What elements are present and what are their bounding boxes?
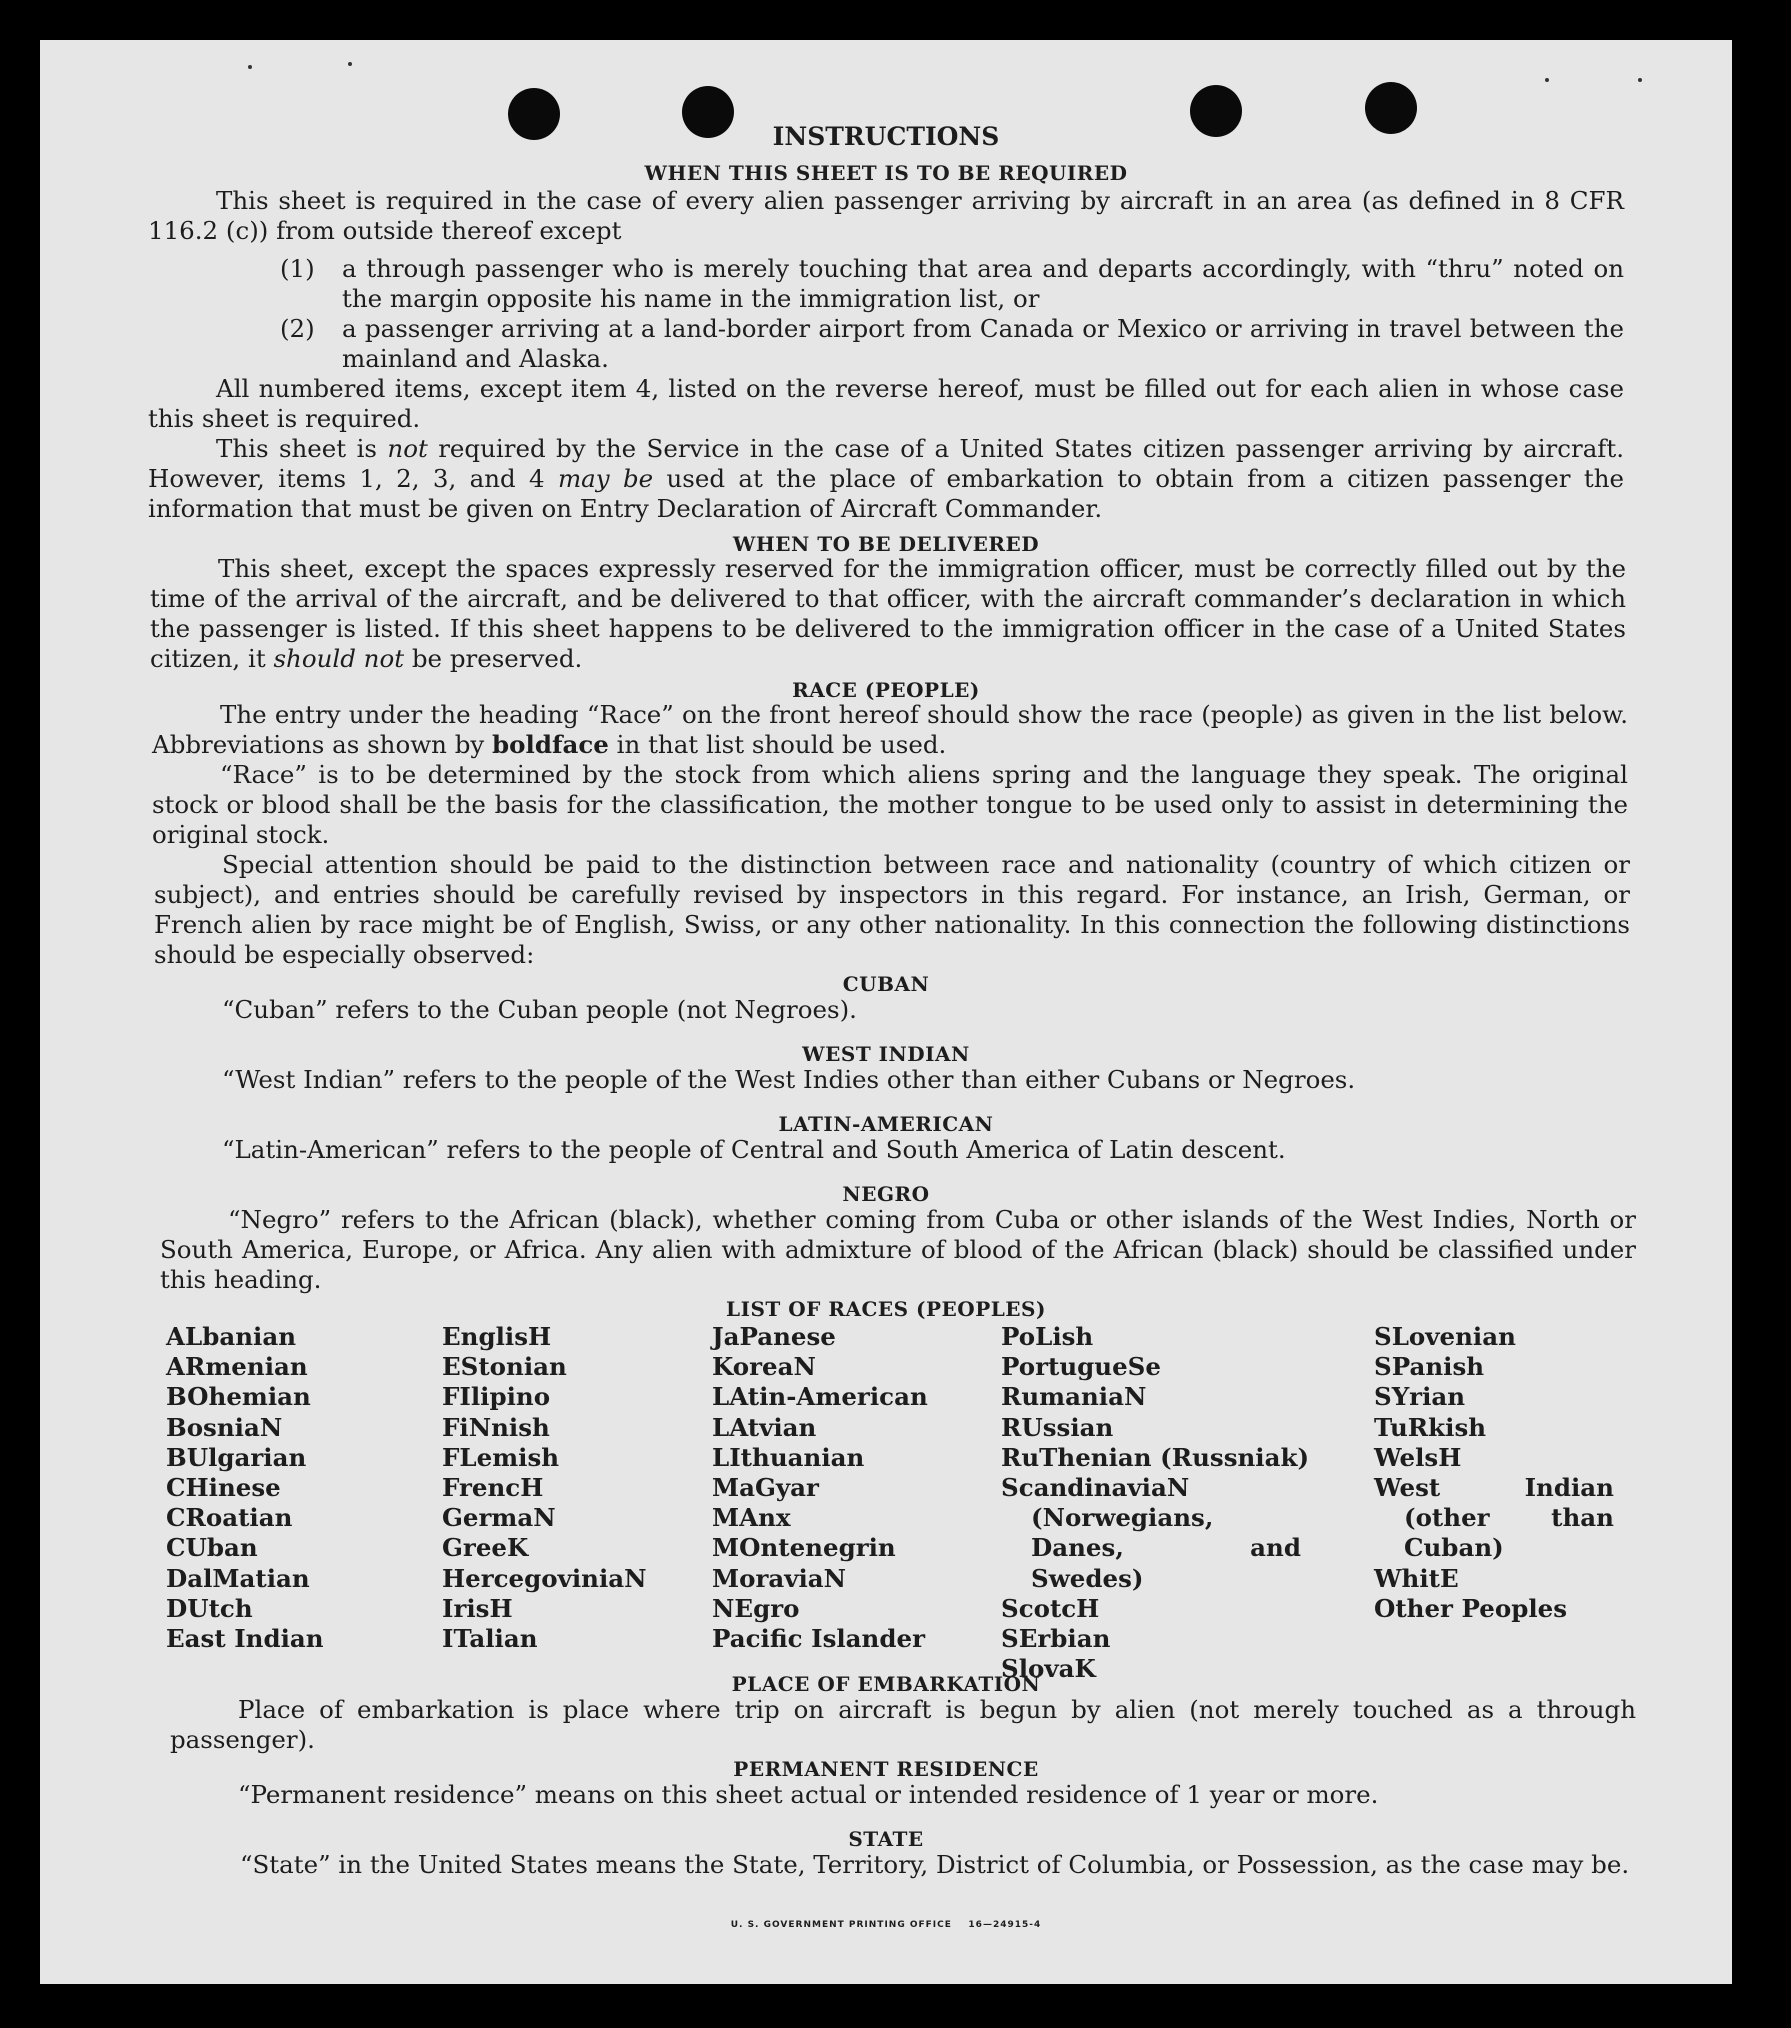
- speck: [348, 62, 352, 66]
- race-column-2: [442, 1322, 647, 1654]
- race-list-item: ARmenian: [166, 1352, 308, 1382]
- race-list-item: LAtvian: [712, 1412, 817, 1442]
- paragraph-text: This sheet is not required by the Service in the case of a United States citizen passenger arriving by aircraft. However, items 1, 2, 3, and 4 may be used at the place of embarkation to obtain from a citizen passenger the information that must be given on Entry Declaration of Aircraft Commander.: [148, 434, 1625, 523]
- race-list-item: HercegoviniaN: [442, 1563, 647, 1593]
- race-list-item: KoreaN: [712, 1352, 816, 1382]
- race-list-item: FrencH: [442, 1472, 544, 1502]
- paragraph: “State” in the United States means the State, Territory, District of Columbia, or Possession, as the case may be.: [240, 1850, 1630, 1879]
- race-list-item: BUlgarian: [166, 1442, 307, 1472]
- heading-west-indian: WEST INDIAN: [802, 1042, 970, 1066]
- race-list-item: EStonian: [442, 1352, 567, 1382]
- race-list-item: BosniaN: [166, 1412, 283, 1442]
- race-list-item: SErbian: [1001, 1623, 1111, 1653]
- race-list-item: DUtch: [166, 1593, 253, 1623]
- race-list-item: LIthuanian: [712, 1442, 865, 1472]
- race-list-item: PoLish: [1001, 1322, 1094, 1351]
- paragraph: Special attention should be paid to the distinction between race and nationality (country of which citizen or subject), and entries should be carefully revised by inspectors in this regard. For instance, an Irish, German, or French alien by race might be of English, Swiss, or any other nationality. In this connection the following distinctions should be especially observed:: [154, 850, 1630, 969]
- race-list-item: WhitE: [1374, 1563, 1459, 1593]
- race-list-item: Other Peoples: [1374, 1593, 1568, 1623]
- race-list-item: FiNnish: [442, 1412, 550, 1442]
- heading-negro: NEGRO: [842, 1182, 930, 1206]
- paragraph: “Negro” refers to the African (black), whether coming from Cuba or other islands of the West Indies, North or South America, Europe, or Africa. Any alien with admixture of blood of the African (black) should be classified under this heading.: [160, 1205, 1636, 1294]
- race-list-item: PortugueSe: [1001, 1352, 1161, 1382]
- race-column-1: [166, 1322, 324, 1654]
- heading-latin-american: LATIN-AMERICAN: [778, 1112, 994, 1136]
- race-list-item: WelsH: [1374, 1442, 1462, 1472]
- race-list-item: West Indian (other than Cuban): [1374, 1472, 1614, 1563]
- document-page: [40, 40, 1732, 1984]
- heading-state: STATE: [848, 1827, 924, 1851]
- paragraph: “Race” is to be determined by the stock from which aliens spring and the language they speak. The original stock or blood shall be the basis for the classification, the mother tongue to be used only to assist in determining the original stock.: [152, 760, 1628, 849]
- paragraph: All numbered items, except item 4, listed on the reverse hereof, must be filled out for each alien in whose case this sheet is required.: [148, 374, 1624, 433]
- paragraph: “Cuban” refers to the Cuban people (not Negroes).: [222, 995, 857, 1024]
- race-list-item: MAnx: [712, 1503, 791, 1533]
- race-list-item: RuThenian (Russniak): [1001, 1442, 1310, 1472]
- race-list-item: GermaN: [442, 1503, 556, 1533]
- speck: [1638, 78, 1642, 82]
- paragraph: [148, 434, 1624, 524]
- paragraph: [152, 700, 1628, 760]
- race-list-item: FIlipino: [442, 1382, 551, 1412]
- paragraph-text: This sheet, except the spaces expressly reserved for the immigration officer, must be correctly filled out by the time of the arrival of the aircraft, and be delivered to that officer, with the aircraft commander’s declaration in which the passenger is listed. If this sheet happens to be delivered to the immigration officer in the case of a United States citizen, it should not be preserved.: [150, 554, 1626, 673]
- race-list-item: JaPanese: [712, 1322, 836, 1351]
- race-list-item: SYrian: [1374, 1382, 1466, 1412]
- paragraph: This sheet is required in the case of every alien passenger arriving by aircraft in an area (as defined in 8 CFR 116.2 (c)) from outside thereof except: [148, 186, 1624, 245]
- race-list-item: GreeK: [442, 1533, 529, 1563]
- paragraph: “Latin-American” refers to the people of Central and South America of Latin descent.: [222, 1135, 1286, 1164]
- race-list-item: Pacific Islander: [712, 1623, 925, 1653]
- paragraph: “West Indian” refers to the people of the West Indies other than either Cubans or Negroes.: [222, 1065, 1356, 1094]
- race-list-item: EnglisH: [442, 1322, 552, 1351]
- paragraph-text: The entry under the heading “Race” on the front hereof should show the race (people) as given in the list below. Abbreviations as shown by boldface in that list should be used.: [152, 700, 1628, 759]
- race-column-5: [1374, 1322, 1614, 1624]
- heading-list-of-races: LIST OF RACES (PEOPLES): [726, 1297, 1046, 1321]
- paragraph: “Permanent residence” means on this sheet actual or intended residence of 1 year or more.: [238, 1780, 1379, 1809]
- race-list-item: ALbanian: [166, 1322, 297, 1351]
- item-number: (1): [280, 254, 315, 283]
- race-column-4: [1001, 1322, 1310, 1684]
- heading-when-delivered: WHEN TO BE DELIVERED: [732, 532, 1040, 556]
- race-column-3: [712, 1322, 928, 1654]
- race-list-item: IrisH: [442, 1593, 513, 1623]
- race-list-item: TuRkish: [1374, 1412, 1487, 1442]
- race-list-item: MoraviaN: [712, 1563, 847, 1593]
- race-list-item: RUssian: [1001, 1412, 1114, 1442]
- heading-cuban: CUBAN: [842, 972, 930, 996]
- race-list-item: ScotcH: [1001, 1593, 1100, 1623]
- exception-item-1: (1) a through passenger who is merely touching that area and departs accordingly, with “thru” noted on the margin opposite his name in the immigration list, or: [280, 254, 1624, 313]
- paragraph: Place of embarkation is place where trip on aircraft is begun by alien (not merely touched as a through passenger).: [170, 1695, 1636, 1754]
- heading-when-required: WHEN THIS SHEET IS TO BE REQUIRED: [644, 161, 1128, 185]
- race-list-item: MaGyar: [712, 1472, 819, 1502]
- race-list-item: CUban: [166, 1533, 258, 1563]
- printer-imprint: U. S. GOVERNMENT PRINTING OFFICE 16—24915-4: [730, 1920, 1042, 1930]
- speck: [1545, 78, 1549, 82]
- item-number: (2): [280, 314, 315, 343]
- race-list-item: East Indian: [166, 1623, 324, 1653]
- heading-permanent-residence: PERMANENT RESIDENCE: [733, 1757, 1039, 1781]
- race-list-item: DalMatian: [166, 1563, 310, 1593]
- race-list-item: BOhemian: [166, 1382, 311, 1412]
- race-list-item: SPanish: [1374, 1352, 1485, 1382]
- paragraph: [150, 554, 1626, 674]
- race-list-item: MOntenegrin: [712, 1533, 896, 1563]
- race-list-item: NEgro: [712, 1593, 800, 1623]
- race-list-item: ScandinaviaN (Norwegians, Danes, and Swedes): [1001, 1472, 1301, 1593]
- race-list-item: CRoatian: [166, 1503, 293, 1533]
- page-title: INSTRUCTIONS: [772, 122, 1000, 151]
- race-list-item: LAtin-American: [712, 1382, 928, 1412]
- race-list-item: FLemish: [442, 1442, 560, 1472]
- race-list-item: SlovaK: [1001, 1654, 1096, 1684]
- race-list-item: RumaniaN: [1001, 1382, 1147, 1412]
- race-list-item: CHinese: [166, 1472, 281, 1502]
- race-list-item: ITalian: [442, 1623, 538, 1653]
- speck: [248, 65, 252, 69]
- heading-race: RACE (PEOPLE): [792, 678, 980, 702]
- race-list-item: SLovenian: [1374, 1322, 1516, 1351]
- exception-item-2: (2) a passenger arriving at a land-border airport from Canada or Mexico or arriving in travel between the mainland and Alaska.: [280, 314, 1624, 373]
- heading-embarkation: PLACE OF EMBARKATION: [731, 1672, 1041, 1696]
